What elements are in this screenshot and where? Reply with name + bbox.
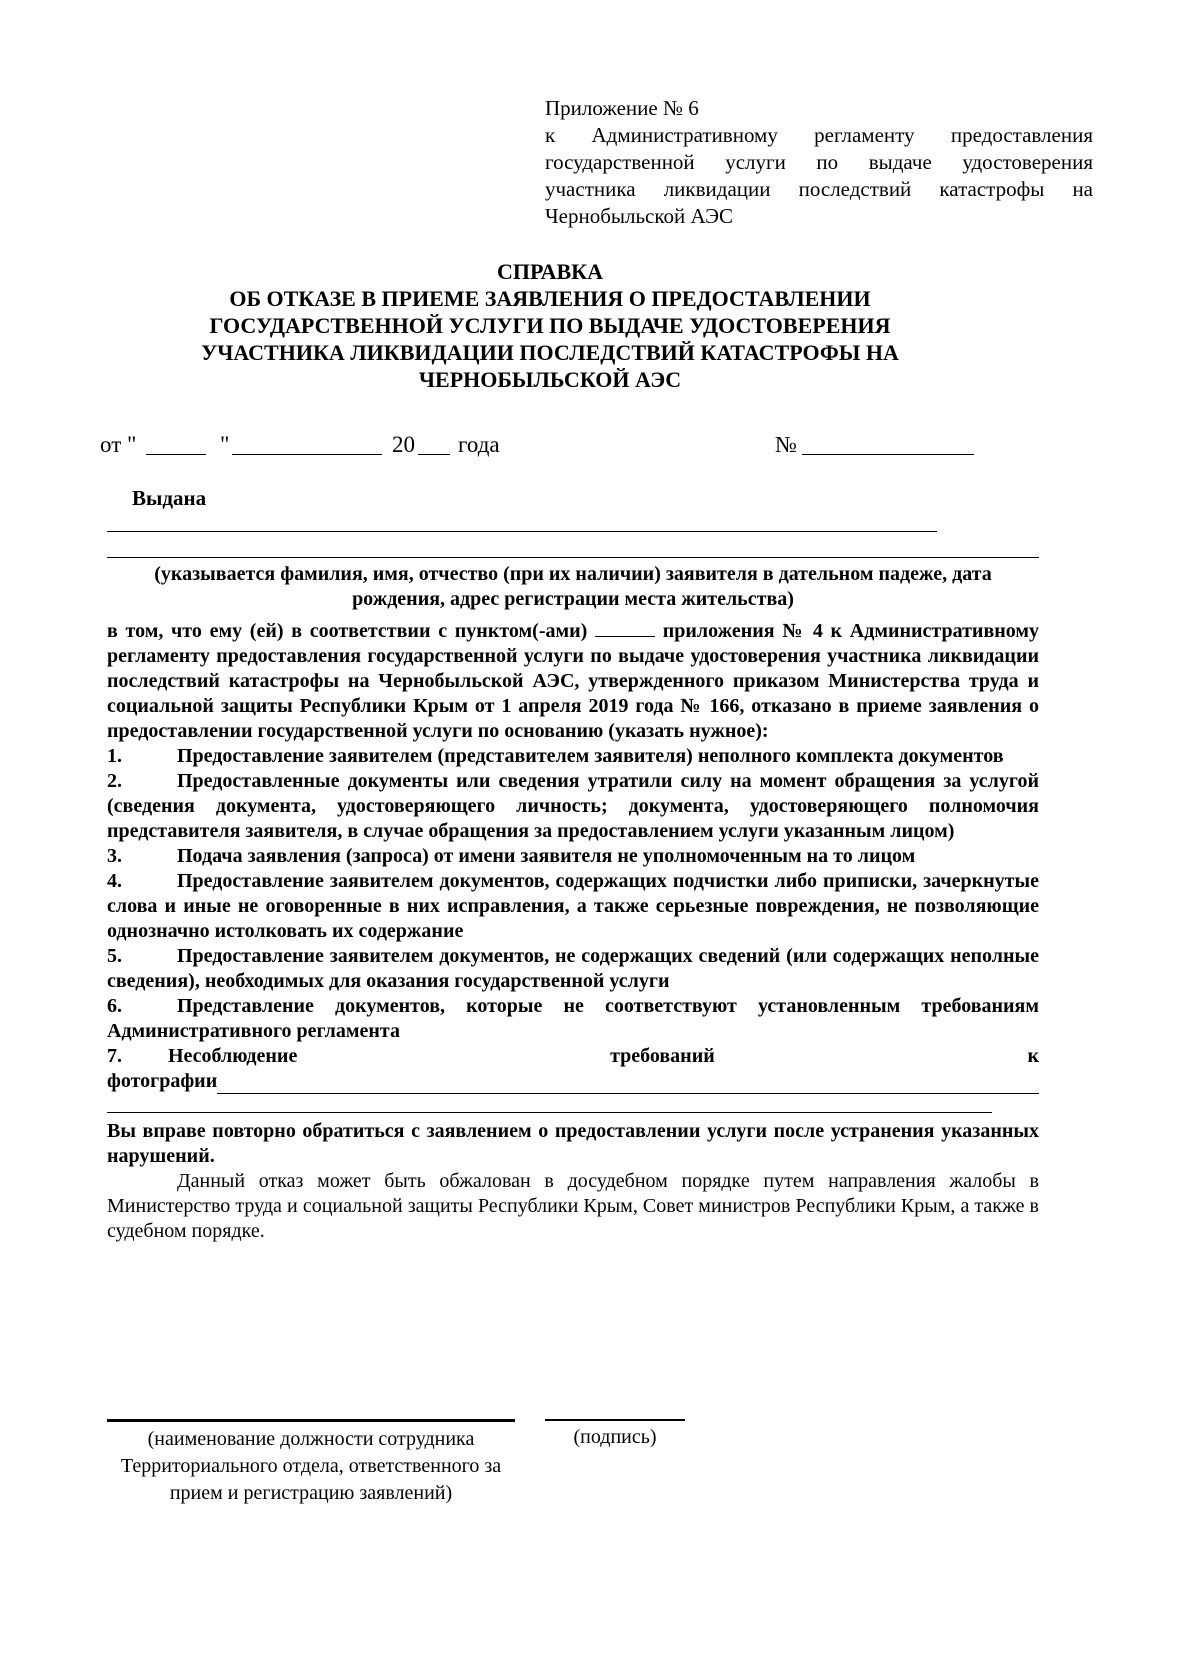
quote-mark: " <box>220 432 230 457</box>
reason-text: Предоставление заявителем документов, содержащих подчистки либо приписки, зачеркнутые слова и иные не оговоренные в них исправления, а также серьезные повреждения, не позволяющие однозначно истолковать их содержание <box>107 870 1039 942</box>
year-word: года <box>458 432 500 457</box>
document-title <box>100 258 1000 393</box>
reason-number: 5. <box>107 945 122 967</box>
title-line-1: СПРАВКА <box>496 259 604 284</box>
reason-item-4 <box>107 869 1039 944</box>
date-line <box>100 432 1000 462</box>
item7-word-3: к <box>1027 1045 1039 1067</box>
issued-hint: (указывается фамилия, имя, отчество (при их наличии) заявителя в дательном падеже, дата рождения, адрес регистрации места жительства) <box>154 563 992 610</box>
appendix-line-4: участника ликвидации последствий катастрофы на <box>545 177 1093 201</box>
year-prefix: 20 <box>392 432 415 457</box>
item7-word-1: Несоблюдение <box>168 1045 298 1067</box>
item7-blank[interactable] <box>217 1073 1039 1094</box>
reason-number: 1. <box>107 745 122 767</box>
reason-item-6 <box>107 994 1039 1044</box>
main-part-1: в том, что ему (ей) в соответствии с пунктом(-ами) <box>107 620 588 642</box>
item7-blank-2[interactable] <box>107 1112 992 1113</box>
title-line-3: ГОСУДАРСТВЕННОЙ УСЛУГИ ПО ВЫДАЧЕ УДОСТОВЕРЕНИЯ <box>209 313 891 338</box>
issued-line-2[interactable] <box>107 557 1039 558</box>
reason-item-5 <box>107 944 1039 994</box>
position-line[interactable] <box>107 1419 515 1422</box>
reason-text: Предоставление заявителем документов, не содержащих сведений (или содержащих неполные сведения), необходимых для оказания государственной услуги <box>107 945 1039 992</box>
item7-line-2: фотографии <box>107 1070 218 1092</box>
appendix-line-2: к Административному регламенту предоставления <box>545 123 1093 147</box>
reason-text: Представление документов, которые не соответствуют установленным требованиям Административного регламента <box>107 995 1039 1042</box>
month-blank[interactable] <box>232 432 382 455</box>
day-blank[interactable] <box>146 432 206 455</box>
appendix-line-5: Чернобыльской АЭС <box>545 204 734 228</box>
reason-number: 2. <box>107 770 122 792</box>
title-line-2: ОБ ОТКАЗЕ В ПРИЕМЕ ЗАЯВЛЕНИЯ О ПРЕДОСТАВЛЕНИИ <box>229 286 871 311</box>
year-blank[interactable] <box>418 432 450 455</box>
signature-line[interactable] <box>545 1419 685 1421</box>
number-label: № <box>775 432 797 457</box>
number-blank[interactable] <box>802 432 974 455</box>
appendix-header <box>545 95 1093 230</box>
reason-number: 3. <box>107 845 122 867</box>
title-line-4: УЧАСТНИКА ЛИКВИДАЦИИ ПОСЛЕДСТВИЙ КАТАСТРОФЫ НА <box>201 340 899 365</box>
signature-caption: (подпись) <box>573 1426 657 1448</box>
item7-word-2: требований <box>610 1045 715 1067</box>
reason-number: 6. <box>107 995 122 1017</box>
appendix-line-3: государственной услуги по выдаче удостоверения <box>545 150 1093 174</box>
closing-paragraph-1: Вы вправе повторно обратиться с заявлением о предоставлении услуги после устранения указанных нарушений. <box>107 1120 1039 1167</box>
reason-item-3 <box>107 844 1039 869</box>
reason-text: Предоставление заявителем (представителем заявителя) неполного комплекта документов <box>177 745 1004 767</box>
reason-text: Подача заявления (запроса) от имени заявителя не уполномоченным на то лицом <box>177 845 916 867</box>
from-label: от " <box>100 432 137 457</box>
issued-line-1[interactable] <box>107 531 937 532</box>
appendix-line-1: Приложение № 6 <box>545 96 699 120</box>
reason-item-7 <box>107 1044 1039 1094</box>
reason-item-2 <box>107 769 1039 844</box>
reasons-list <box>107 744 1039 1044</box>
point-blank[interactable] <box>595 618 655 637</box>
item7-num: 7. <box>107 1045 122 1067</box>
closing-paragraph-2: Данный отказ может быть обжалован в досудебном порядке путем направления жалобы в Министерство труда и социальной защиты Республики Крым, Совет министров Республики Крым, а также в судебном порядке. <box>107 1170 1039 1242</box>
position-caption: (наименование должности сотрудника Территориального отдела, ответственного за прием и регистрацию заявлений) <box>120 1428 502 1504</box>
main-paragraph <box>107 618 1039 1244</box>
main-part-2: приложения № 4 к Административному регламенту предоставления государственной услуги по выдаче удостоверения участника ликвидации последствий катастрофы на Чернобыльской АЭС, утвержденного приказом Министерства труда и социальной защиты Республики Крым от 1 апреля 2019 года № 166, отказано в приеме заявления о предоставлении государственной услуги по основанию (указать нужное): <box>107 620 1040 742</box>
reason-item-1 <box>107 744 1039 769</box>
title-line-5: ЧЕРНОБЫЛЬСКОЙ АЭС <box>418 367 682 392</box>
reason-text: Предоставленные документы или сведения утратили силу на момент обращения за услугой (сведения документа, удостоверяющего личность; документа, удостоверяющего полномочия представителя заявителя, в случае обращения за предоставлением услуги указанным лицом) <box>107 770 1039 842</box>
reason-number: 4. <box>107 870 122 892</box>
issued-label: Выдана <box>132 486 207 510</box>
